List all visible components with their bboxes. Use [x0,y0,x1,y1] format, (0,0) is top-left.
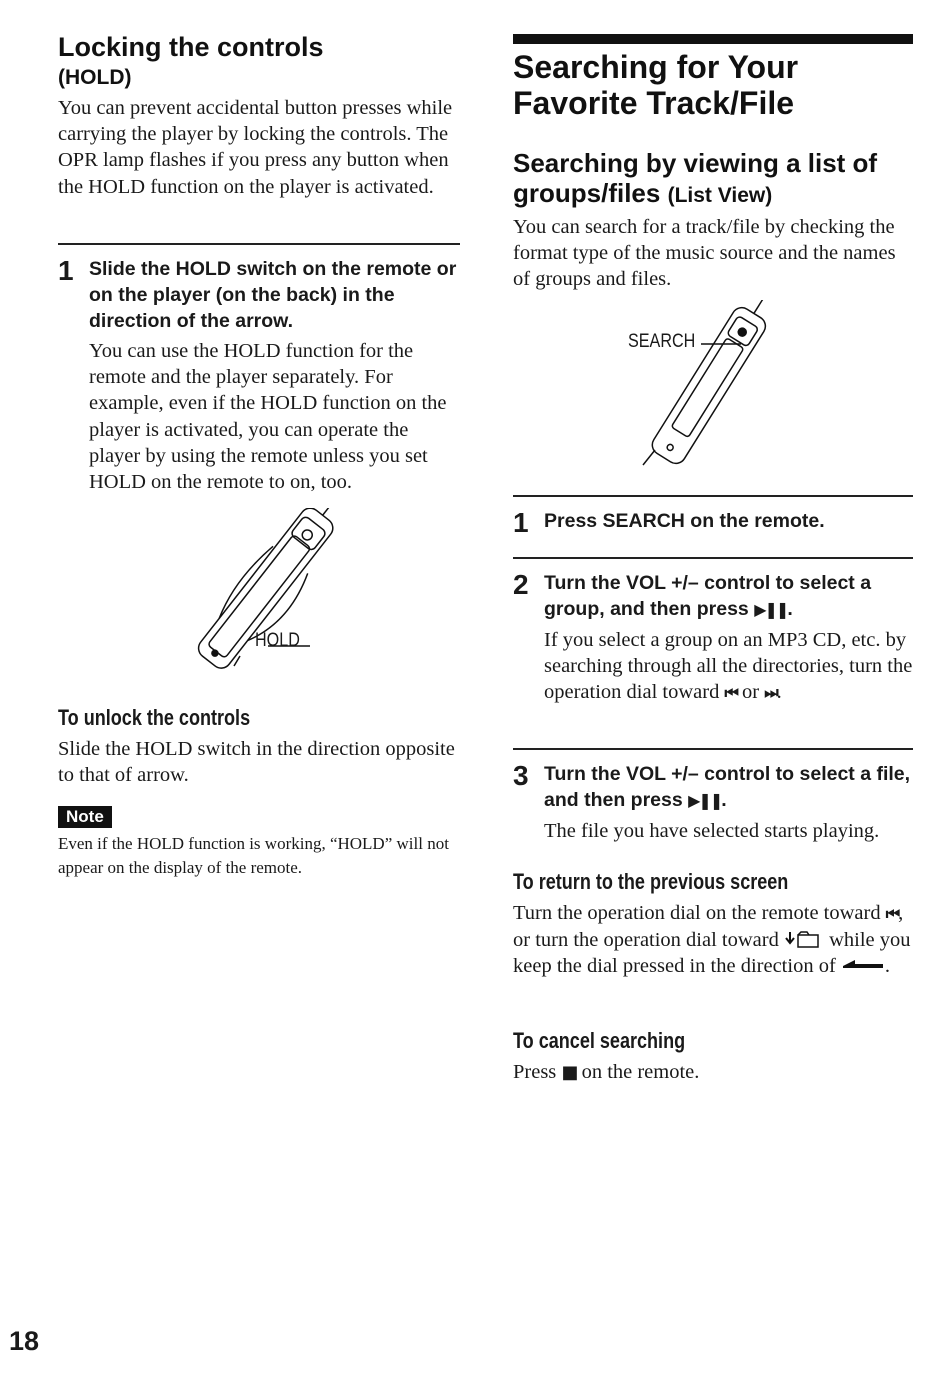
note-badge [58,806,112,828]
note-body: Even if the HOLD function is working, “HOLD” will not appear on the display of the remote. [58,834,449,877]
section-title-hold: (HOLD) [58,66,132,89]
play-pause-icon: ▶❚❚ [688,791,722,810]
cancel-body [513,1059,913,1086]
step-number: 1 [513,507,529,538]
search-callout-label: SEARCH [628,331,696,352]
play-pause-icon: ▶❚❚ [754,600,788,619]
return-body-text: Turn the operation dial on the remote toward [513,902,886,924]
step-title-end: . [721,789,727,811]
folder-up-icon [784,930,824,948]
locking-intro: You can prevent accidental button presses while carrying the player by locking the controls. The OPR lamp flashes if you press any button when the HOLD function on the player is activated. [58,97,453,198]
return-body-text: while you keep the dial pressed in the direction of [513,929,911,978]
searching-intro: You can search for a track/file by checking the format type of the music source and the names of groups and files. [513,216,896,291]
step-title: Slide the HOLD switch on the remote or on the player (on the back) in the direction of the arrow. [89,258,457,332]
cancel-body-text: on the remote. [576,1061,700,1083]
step-title-text: Turn the VOL +/– control to select a file, and then press [544,763,911,811]
previous-icon: ⏮ [885,904,899,923]
search-step-3 [513,761,913,844]
search-step-2 [513,570,913,707]
subsection-title-list-view [513,148,918,211]
step-body-end: . [776,681,782,704]
step-number: 1 [58,255,74,286]
next-icon: ⏭ [764,683,777,703]
unlock-heading: To unlock the controls [58,705,251,730]
direction-arrow-icon [841,957,885,971]
cancel-body-text: Press [513,1061,562,1083]
step-title-end: . [787,598,793,620]
divider [58,243,460,245]
step-body [544,627,913,707]
subtitle-main: Searching by viewing a list of groups/files [513,148,878,208]
previous-icon: ⏮ [724,683,737,703]
remote-hold-illustration [158,508,418,678]
note-label: Note [58,806,112,828]
page-number: 18 [9,1326,40,1356]
return-body-text: , or turn the operation dial toward [513,902,904,952]
section-title-locking: Locking the controls [58,32,324,62]
stop-icon: ■ [561,1062,577,1083]
step-number: 2 [513,569,529,600]
return-body [513,900,913,980]
return-heading: To return to the previous screen [513,869,789,894]
divider [513,748,913,750]
divider [513,557,913,559]
step-title [544,761,913,814]
locking-step-1 [58,256,460,495]
step-body: The file you have selected starts playing. [544,820,880,842]
step-title [544,570,913,623]
step-body: You can use the HOLD function for the remote and the player separately. For example, even if the HOLD function on the player is activated, you can operate the player by using the remote unless you set HOLD on the remote to on, too. [89,340,447,494]
step-body-or: or [736,681,765,704]
step-number: 3 [513,760,529,791]
return-body-end: . [884,955,891,978]
section-title-searching: Searching for Your Favorite Track/File [513,49,799,121]
step-title-text: Turn the VOL +/– control to select a group, and then press [544,572,872,620]
search-step-1 [513,507,913,538]
step-body-text: If you select a group on an MP3 CD, etc. by searching through all the directories, turn the operation dial toward [544,629,913,704]
subtitle-suffix: (List View) [667,184,773,207]
cancel-heading: To cancel searching [513,1028,686,1053]
remote-search-illustration [613,300,803,470]
hold-callout-label: HOLD [255,630,300,651]
unlock-body: Slide the HOLD switch in the direction opposite to that of arrow. [58,738,455,787]
divider [513,495,913,497]
step-title: Press SEARCH on the remote. [544,510,825,532]
section-top-bar [513,34,913,44]
